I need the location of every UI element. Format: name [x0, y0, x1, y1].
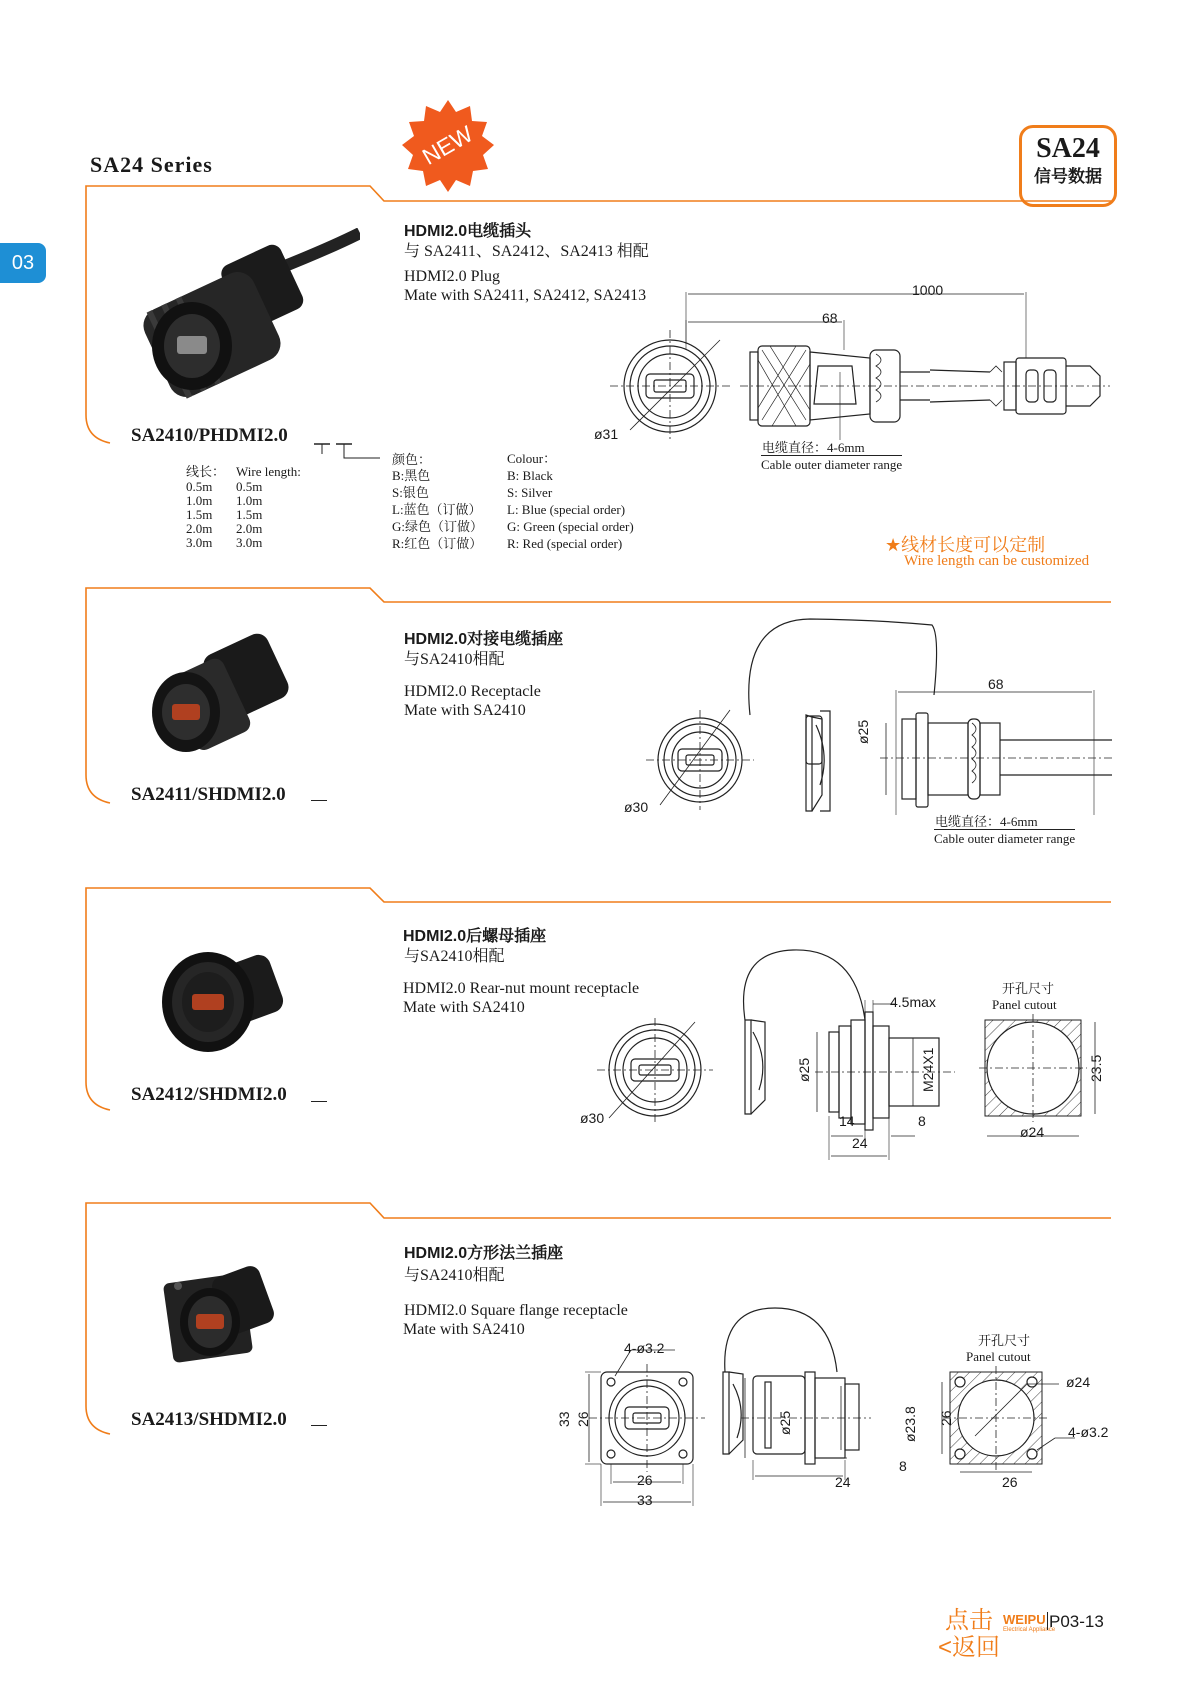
colour-list-cn: [392, 467, 483, 552]
dim-flange-33-vertical: 33: [556, 1411, 572, 1427]
dim-flange-holes: 4-ø3.2: [624, 1340, 665, 1356]
dim-cutout-26-horizontal: 26: [1002, 1474, 1018, 1490]
dim-rear-nut-8: 8: [918, 1113, 926, 1129]
rear-nut-panel-cutout-cn: 开孔尺寸: [1002, 981, 1055, 996]
wire-length-item: 1.5m: [236, 507, 263, 522]
dim-receptacle-diameter: ø25: [855, 719, 871, 744]
wire-length-item: 2.0m: [186, 521, 213, 536]
dim-flange-diameter-238: ø23.8: [902, 1406, 918, 1442]
product-photo-rear-nut: [148, 940, 288, 1060]
dim-flange-26-vertical: 26: [575, 1411, 591, 1427]
plug-cable-range-en: Cable outer diameter range: [761, 457, 903, 472]
model-suffix-lines: [312, 436, 382, 462]
colour-item: S:银色: [392, 485, 429, 500]
back-link[interactable]: [938, 1607, 1000, 1661]
product4-title-en: HDMI2.0 Square flange receptacle: [404, 1302, 628, 1319]
series-title: SA24 Series: [90, 152, 213, 177]
page-number: P03-13: [1049, 1612, 1104, 1631]
wire-length-item: 1.0m: [236, 493, 263, 508]
colour-label-cn: 颜色：: [392, 452, 432, 467]
model-suffix-line: [311, 800, 327, 801]
wire-length-item: 1.0m: [186, 493, 213, 508]
brand-subtitle: Electrical Appliance: [1003, 1627, 1056, 1633]
product-photo-receptacle: [138, 628, 308, 768]
model-suffix-line: [311, 1101, 327, 1102]
product3-title-cn: HDMI2.0后螺母插座: [403, 928, 547, 945]
product3-title-en: HDMI2.0 Rear-nut mount receptacle: [403, 980, 640, 997]
back-link-line1: 点击: [945, 1607, 993, 1634]
wire-length-list-en: [236, 480, 262, 550]
dim-rear-nut-max: 4.5max: [890, 994, 936, 1010]
wire-length-item: 0.5m: [236, 479, 263, 494]
dim-receptacle-length: 68: [988, 676, 1004, 692]
colour-item: R:红色（订做）: [392, 536, 483, 551]
product4-title-cn: HDMI2.0方形法兰插座: [404, 1245, 564, 1262]
dim-flange-33-horizontal: 33: [637, 1492, 653, 1508]
brand-logo: WEIPU: [1003, 1612, 1046, 1627]
dim-rear-nut-face: ø30: [580, 1110, 605, 1126]
product2-title-cn: HDMI2.0对接电缆插座: [404, 631, 564, 648]
model-suffix-line: [311, 1425, 327, 1426]
product2-title-en: HDMI2.0 Receptacle: [404, 683, 541, 700]
wire-length-label-en: Wire length:: [236, 464, 301, 479]
product2-mate-en: Mate with SA2410: [404, 702, 526, 719]
dim-rear-nut-cutout-height: 23.5: [1088, 1054, 1104, 1082]
dim-flange-diameter-25: ø25: [777, 1410, 793, 1435]
custom-length-note-en: Wire length can be customized: [904, 553, 1090, 569]
wire-length-item: 3.0m: [186, 535, 213, 550]
receptacle-cable-range-en: Cable outer diameter range: [934, 831, 1076, 846]
dim-receptacle-face: ø30: [624, 799, 649, 815]
product1-mate-en: Mate with SA2411, SA2412, SA2413: [404, 287, 647, 304]
product4-model: SA2413/SHDMI2.0: [131, 1409, 287, 1430]
badge-code: SA24: [1036, 133, 1100, 164]
colour-item: B:黑色: [392, 468, 431, 483]
flange-panel-cutout-en: Panel cutout: [966, 1349, 1031, 1364]
dim-plug-length: 68: [822, 310, 838, 326]
product-photo-plug: [130, 228, 360, 418]
dim-rear-nut-thread: M24X1: [920, 1047, 936, 1092]
dim-rear-nut-24: 24: [852, 1135, 868, 1151]
colour-item: L: Blue (special order): [507, 502, 626, 517]
product1-model: SA2410/PHDMI2.0: [131, 425, 288, 446]
colour-item: S: Silver: [507, 485, 553, 500]
back-link-line2: <返回: [938, 1634, 1001, 1661]
footer-divider: [1047, 1612, 1048, 1630]
receptacle-cable-range-cn: 电缆直径：4-6mm: [935, 814, 1038, 829]
product1-mate-cn: 与 SA2411、SA2412、SA2413 相配: [404, 243, 649, 260]
flange-panel-cutout-cn: 开孔尺寸: [978, 1333, 1031, 1348]
dim-plug-total: 1000: [912, 282, 944, 298]
product3-mate-en: Mate with SA2410: [403, 999, 525, 1016]
product2-mate-cn: 与SA2410相配: [404, 651, 505, 668]
chapter-tab[interactable]: 03: [0, 243, 46, 283]
colour-item: B: Black: [507, 468, 553, 483]
product1-title-en: HDMI2.0 Plug: [404, 268, 501, 285]
wire-length-item: 0.5m: [186, 479, 213, 494]
product3-model: SA2412/SHDMI2.0: [131, 1084, 287, 1105]
dim-plug-diameter: ø31: [594, 426, 619, 442]
wire-length-item: 2.0m: [236, 521, 263, 536]
dim-rear-nut-14: 14: [839, 1113, 855, 1129]
wire-length-item: 1.5m: [186, 507, 213, 522]
dim-cutout-holes: 4-ø3.2: [1068, 1424, 1109, 1440]
product1-title-cn: HDMI2.0电缆插头: [404, 223, 532, 240]
plug-cable-range-cn: 电缆直径：4-6mm: [762, 440, 865, 455]
dim-flange-8: 8: [899, 1458, 907, 1474]
custom-length-note-cn: ★线材长度可以定制: [885, 535, 1046, 555]
badge-label: 信号数据: [1034, 167, 1102, 186]
colour-item: G: Green (special order): [507, 519, 634, 534]
dim-rear-nut-cutout-diameter: ø24: [1020, 1124, 1045, 1140]
dim-rear-nut-diameter: ø25: [796, 1057, 812, 1082]
dim-flange-26-horizontal: 26: [637, 1472, 653, 1488]
product-photo-square-flange: [158, 1260, 278, 1380]
product4-mate-cn: 与SA2410相配: [404, 1267, 505, 1284]
dim-cutout-26-vertical: 26: [938, 1410, 954, 1426]
colour-label-en: Colour：: [507, 451, 557, 466]
colour-item: G:绿色（订做）: [392, 519, 484, 534]
colour-item: L:蓝色（订做）: [392, 502, 482, 517]
product2-model: SA2411/SHDMI2.0: [131, 784, 286, 805]
dim-cutout-diameter: ø24: [1066, 1374, 1091, 1390]
dim-flange-24: 24: [835, 1474, 851, 1490]
product3-mate-cn: 与SA2410相配: [404, 948, 505, 965]
new-badge-text: NEW: [417, 120, 478, 170]
wire-length-label-cn: 线长：: [186, 464, 226, 479]
product4-mate-en: Mate with SA2410: [403, 1321, 525, 1338]
wire-length-item: 3.0m: [236, 535, 263, 550]
rear-nut-panel-cutout-en: Panel cutout: [992, 997, 1057, 1012]
colour-item: R: Red (special order): [507, 536, 623, 551]
wire-length-list-cn: [186, 480, 212, 550]
